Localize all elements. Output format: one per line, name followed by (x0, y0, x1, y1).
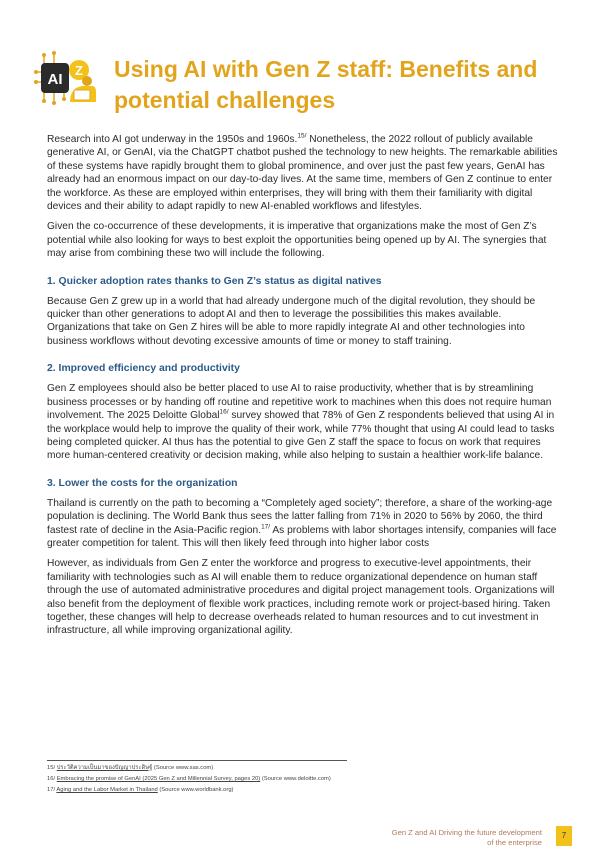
intro-paragraph-2: Given the co-occurrence of these developments, it is imperative that organizations make the most of Gen Z’s potential while also looking for ways to best exploit the opportunities being opened up by AI. The synergies that may arise from combining these two will include the following. (47, 221, 547, 260)
article-body (47, 133, 565, 645)
section-heading-2: 2. Improved efficiency and productivity (47, 363, 240, 375)
footnote-17-link[interactable]: Aging and the Labor Market in Thailand (56, 787, 158, 793)
footnote-ref-16[interactable]: 16/ (219, 408, 229, 416)
footnotes (47, 764, 547, 797)
page-number: 7 (556, 826, 572, 846)
section-paragraph-3: Thailand is currently on the path to becoming a “Completely aged society”; therefore, a share of the working-age population is declining. The World Bank thus sees the latter falling from 71% in 2020 to 56% by 2060, the third fastest rate of decline in the Asia-Pacific region.$^{17/}$ As problems with labor shortages intensify, companies will face greater competition for talent. This will then likely feed through into higher labor costs (47, 497, 557, 549)
intro-paragraph-1: Research into AI got underway in the 1950s and 1960s.$^{15/}$ Nonetheless, the 2022 rollout of publicly available generative AI, or GenAI, via the ChatGPT chatbot pushed the technology to new heights. The remarkable abilities of these systems have rapidly brought them to global prominence, and over just the past few years, GenAI has already had an enormous impact on our day-to-day lives. At the same time, members of Gen Z continue to enter the workforce. As these are employed within enterprises, they will bring with them their familiarity with digital devices and their ability to adapt rapidly to new AI-enabled workflows and lifestyles. (47, 132, 558, 213)
footnote-16-link[interactable]: Embracing the promise of GenAI (2025 Gen Z and Millennial Survey, pages 20) (56, 776, 261, 782)
ai-gen-z-logo (34, 50, 100, 106)
footnote-divider (47, 760, 347, 761)
section-heading-1: 1. Quicker adoption rates thanks to Gen Z’s status as digital natives (47, 275, 382, 287)
section-paragraph-1: Because Gen Z grew up in a world that had already undergone much of the digital revolution, they should be quicker than other generations to adopt AI and then to leverage the possibilities this makes available. Organizations that take on Gen Z hires will be able to more rapidly integrate AI and other technologies into business workflows without devoting excessive amounts of time or money to staff training. (47, 295, 536, 347)
footnote-15-link[interactable]: ประวัติความเป็นมาของปัญญาประดิษฐ์ (56, 765, 153, 771)
section-paragraph-2: Gen Z employees should also be better placed to use AI to raise productivity, whether that is by streamlining business processes or by handing off routine and repetitive work to machines when this does not require human involvement. The 2025 Deloitte Global$^{16/}$ survey showed that 78% of Gen Z respondents believed that using AI in the workplace would help to improve the quality of their work, while 77% thought that using AI could lead to tasks being completed quicker. AI thus has the potential to give Gen Z staff the space to focus on work that requires more human-centered creativity or decision making, while also helping to sustain a healthier work-life balance. (47, 383, 555, 462)
page-title: Using AI with Gen Z staff: Benefits and potential challenges (114, 56, 538, 113)
logo-z-text: Z (75, 63, 83, 78)
footnote-ref-17[interactable]: 17/ (261, 523, 271, 531)
footnote-16: 16/ Embracing the promise of GenAI (2025 Gen Z and Millennial Survey, pages 20) (Source www.deloitte.com) (47, 776, 331, 782)
footnote-15: 15/ ประวัติความเป็นมาของปัญญาประดิษฐ์ (Source www.sas.com) (47, 765, 214, 771)
logo-ai-text: AI (47, 71, 63, 88)
section-heading-3: 3. Lower the costs for the organization (47, 477, 238, 489)
footnote-17: 17/ Aging and the Labor Market in Thailand (Source www.worldbank.org) (47, 787, 234, 793)
footer-publication-title: Gen Z and AI Driving the future development of the enterprise (391, 828, 542, 847)
section-paragraph-4: However, as individuals from Gen Z enter the workforce and progress to executive-level appointments, their familiarity with technologies such as AI will enable them to reduce organizational dependence on human staff through the use of automated administrative procedures and digital project management tools. Organizations will also benefit from the deployment of flexible work practices, including remote work or project-based hiring. Taken together, these changes will help to decrease overheads related to human resources and to cut investment in infrastructure, all while improving organizational agility. (47, 558, 555, 637)
footnote-ref-15[interactable]: 15/ (297, 132, 307, 140)
